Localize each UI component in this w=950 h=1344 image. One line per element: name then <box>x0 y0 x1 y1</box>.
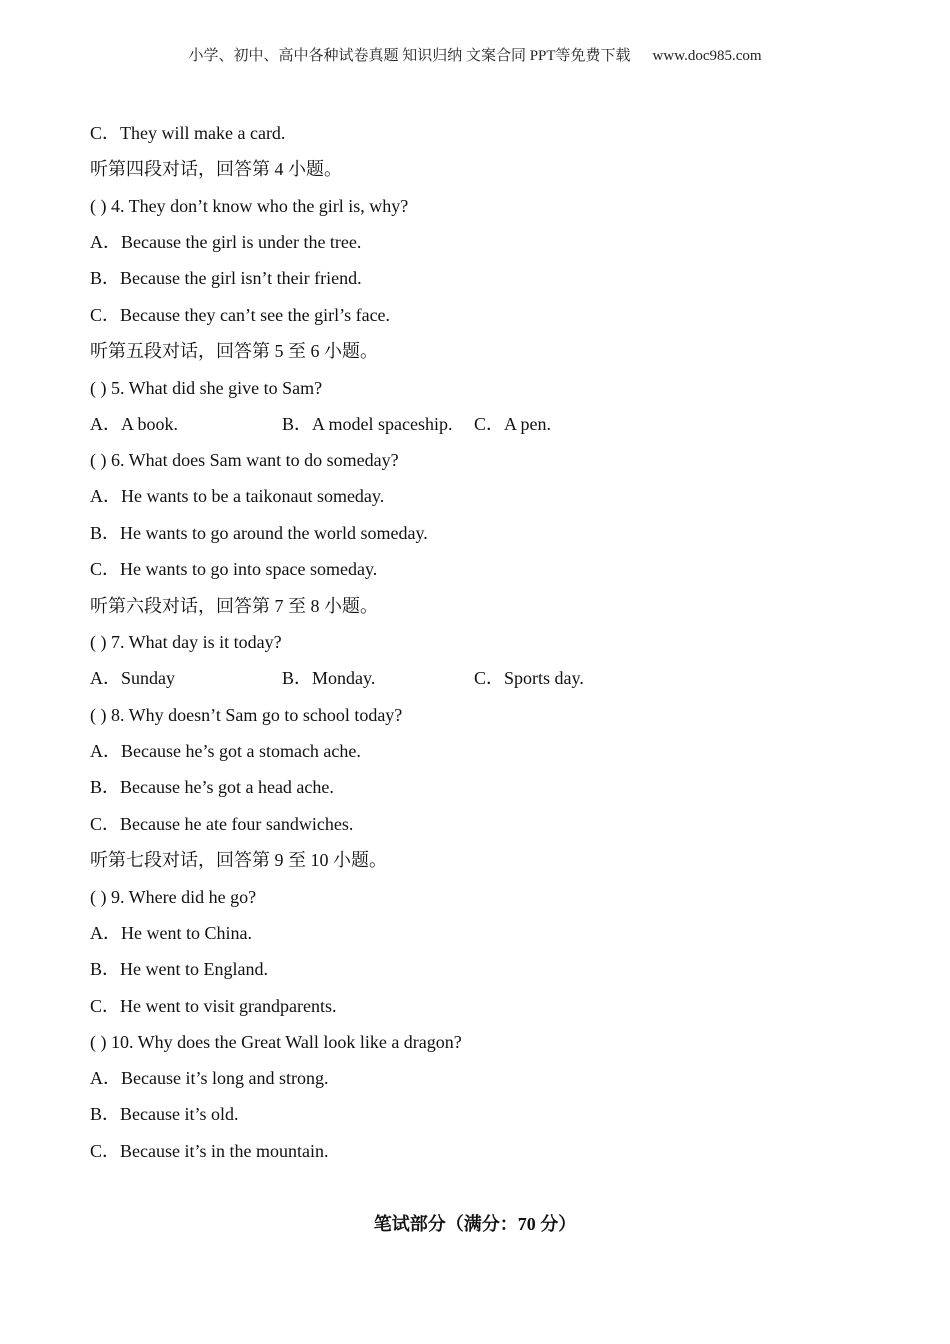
q9-option-c: C．He went to visit grandparents. <box>90 996 337 1016</box>
q4-option-c: C．Because they can’t see the girl’s face. <box>90 305 391 325</box>
q9-option-a: A．He went to China. <box>90 923 252 943</box>
q4-option-b: B．Because the girl isn’t their friend. <box>90 268 362 288</box>
q10-option-c: C．Because it’s in the mountain. <box>90 1141 329 1161</box>
q5-options <box>90 412 551 436</box>
q7-option-c: C．Sports day. <box>474 668 584 688</box>
question-8: ( ) 8. Why doesn’t Sam go to school today? <box>90 705 403 725</box>
question-10: ( ) 10. Why does the Great Wall look like a dragon? <box>90 1032 462 1052</box>
section-four-instruction: 听第四段对话，回答第 4 小题。 <box>90 159 342 179</box>
q6-option-c: C．He wants to go into space someday. <box>90 559 378 579</box>
q9-option-b: B．He went to England. <box>90 959 268 979</box>
header-title: 小学、初中、高中各种试卷真题 知识归纳 文案合同 PPT等免费下载 <box>188 48 631 64</box>
q4-option-a: A．Because the girl is under the tree. <box>90 232 362 252</box>
section-five-instruction: 听第五段对话，回答第 5 至 6 小题。 <box>90 341 378 361</box>
q5-option-c: C．A pen. <box>474 414 552 434</box>
question-5: ( ) 5. What did she give to Sam? <box>90 378 323 398</box>
header-site: www.doc985.com <box>652 48 762 64</box>
q3-option-c: C．They will make a card. <box>90 123 286 143</box>
q8-option-b: B．Because he’s got a head ache. <box>90 777 334 797</box>
section-seven-instruction: 听第七段对话，回答第 9 至 10 小题。 <box>90 850 387 870</box>
question-6: ( ) 6. What does Sam want to do someday? <box>90 450 399 470</box>
question-9: ( ) 9. Where did he go? <box>90 887 257 907</box>
q8-option-a: A．Because he’s got a stomach ache. <box>90 741 361 761</box>
q6-option-b: B．He wants to go around the world someday. <box>90 523 428 543</box>
written-section-title: 笔试部分（满分：70 分） <box>373 1214 577 1234</box>
q7-option-b: B．Monday. <box>282 668 376 688</box>
q5-option-a: A．A book. <box>90 414 179 434</box>
q10-option-b: B．Because it’s old. <box>90 1104 239 1124</box>
q7-options <box>90 666 584 690</box>
q10-option-a: A．Because it’s long and strong. <box>90 1068 329 1088</box>
q6-option-a: A．He wants to be a taikonaut someday. <box>90 486 385 506</box>
q8-option-c: C．Because he ate four sandwiches. <box>90 814 354 834</box>
q7-option-a: A．Sunday <box>90 668 175 688</box>
question-7: ( ) 7. What day is it today? <box>90 632 282 652</box>
section-six-instruction: 听第六段对话，回答第 7 至 8 小题。 <box>90 596 378 616</box>
question-4: ( ) 4. They don’t know who the girl is, why? <box>90 196 409 216</box>
page-header <box>0 44 950 65</box>
q5-option-b: B．A model spaceship. <box>282 414 453 434</box>
